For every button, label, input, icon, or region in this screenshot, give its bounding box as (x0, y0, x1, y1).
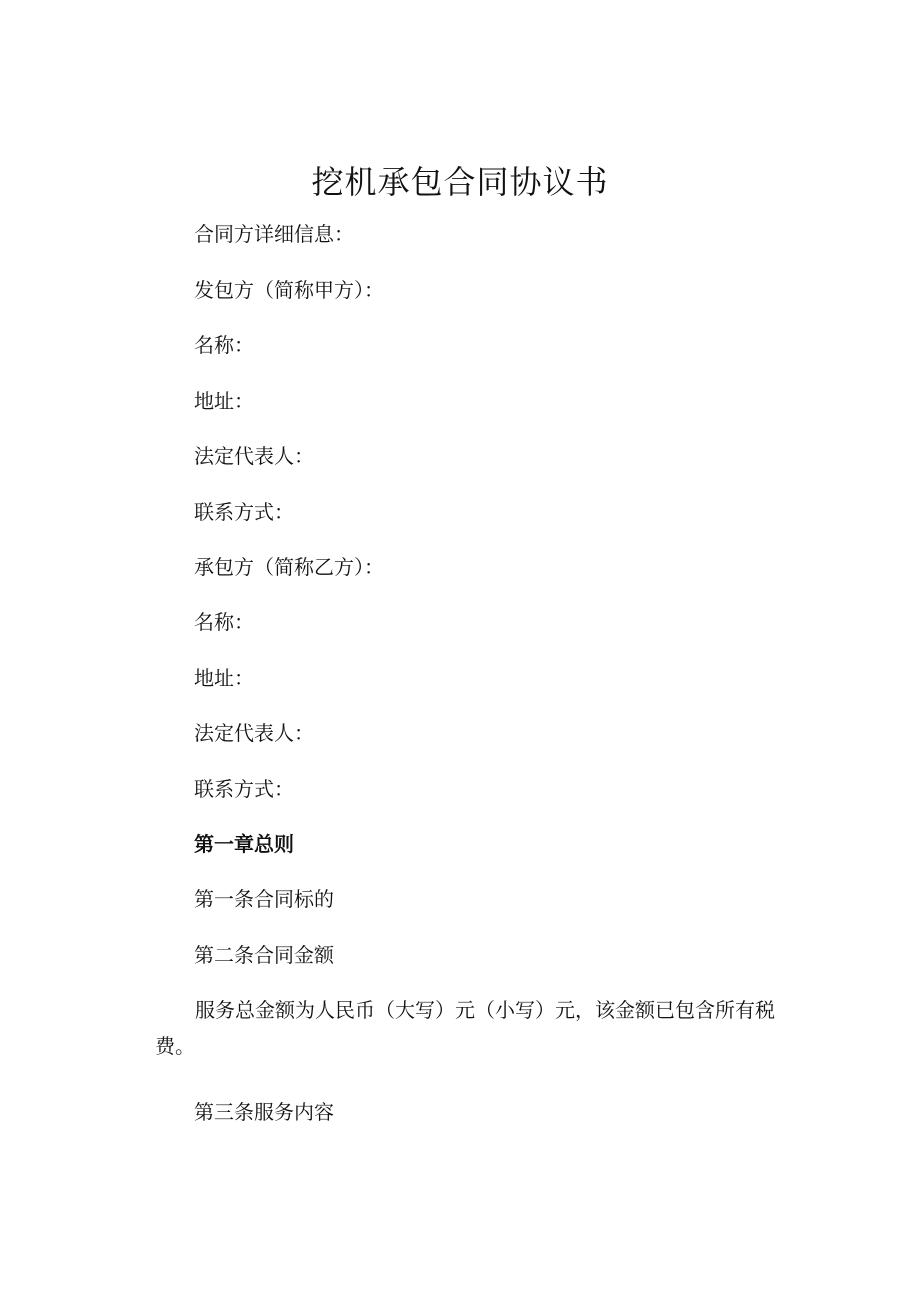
party-b-contact-label: 联系方式： (194, 777, 294, 801)
article-3-title: 第三条服务内容 (194, 1100, 334, 1124)
article-2-paragraph: 服务总金额为人民币（大写）元（小写）元，该金额已包含所有税费。 (155, 998, 775, 1058)
party-a-header: 发包方（简称甲方）： (194, 278, 384, 302)
party-a-name-label: 名称： (194, 333, 254, 357)
party-b-address-label: 地址： (194, 666, 254, 690)
chapter-1-title: 第一章总则 (194, 832, 294, 856)
party-a-contact-label: 联系方式： (194, 500, 294, 524)
parties-header: 合同方详细信息： (194, 222, 354, 246)
article-1-title: 第一条合同标的 (194, 887, 334, 911)
document-title: 挖机承包合同协议书 (311, 163, 609, 201)
party-a-address-label: 地址： (194, 389, 254, 413)
article-2-title: 第二条合同金额 (194, 943, 334, 967)
party-b-header: 承包方（简称乙方）： (194, 555, 384, 579)
party-a-legal-rep-label: 法定代表人： (194, 444, 314, 468)
party-b-legal-rep-label: 法定代表人： (194, 721, 314, 745)
party-b-name-label: 名称： (194, 610, 254, 634)
